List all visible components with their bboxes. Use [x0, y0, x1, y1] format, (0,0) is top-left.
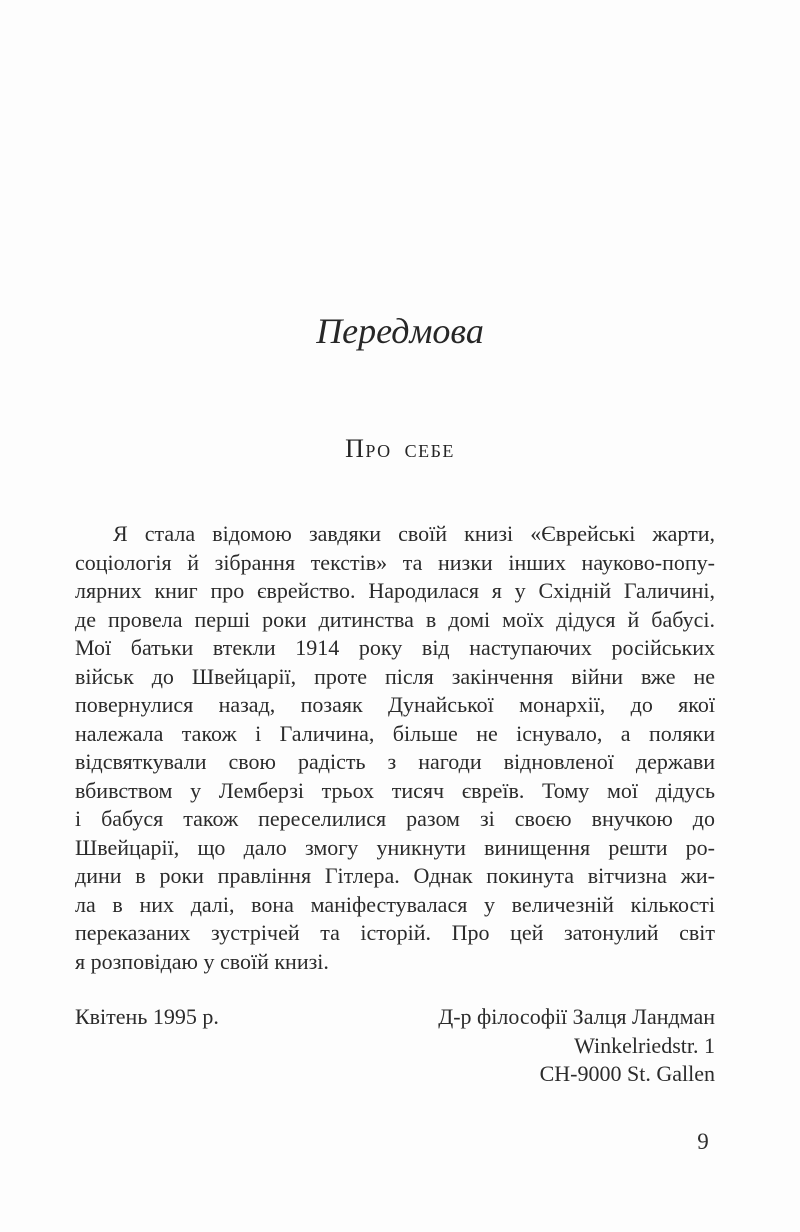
text-line: і бабуся також переселилися разом зі своєю внучкою до — [75, 806, 715, 831]
chapter-title: Передмова — [316, 311, 484, 351]
date-line: Квітень 1995 р. — [75, 1004, 219, 1029]
text-line: я розповідаю у своїй книзі. — [75, 948, 329, 974]
text-line: дини в роки правління Гітлера. Однак покинута вітчизна жи- — [75, 863, 715, 888]
text-line: Швейцарії, що дало змогу уникнути винищення решти ро- — [75, 834, 715, 860]
page-number: 9 — [697, 1129, 709, 1154]
signature-line: CH-9000 St. Gallen — [539, 1061, 715, 1086]
signature-line: Д-р філософії Залця Ландман — [438, 1004, 715, 1029]
closing-block — [75, 1003, 715, 1089]
text-line: де провела перші роки дитинства в домі моїх дідуся й бабусі. — [75, 606, 715, 632]
text-line: військ до Швейцарії, проте після закінчення війни вже не — [75, 663, 715, 689]
text-line: відсвяткували свою радість з нагоди відновленої держави — [75, 749, 715, 774]
signature-block — [438, 1003, 715, 1089]
text-line: лярних книг про єврейство. Народилася я у Східній Галичині, — [75, 578, 715, 603]
text-line: переказаних зустрічей та історій. Про цей затонулий світ — [75, 920, 715, 945]
text-line: вбивством у Лемберзі трьох тисяч євреїв. Тому мої дідусь — [75, 777, 715, 803]
body-paragraph — [75, 520, 715, 976]
text-line: соціологія й зібрання текстів» та низки інших науково-попу- — [75, 549, 715, 575]
text-line: повернулися назад, позаяк Дунайської монархії, до якої — [75, 692, 715, 717]
signature-line: Winkelriedstr. 1 — [574, 1032, 715, 1058]
section-heading: Про себе — [345, 434, 455, 463]
text-line: Мої батьки втекли 1914 року від наступаючих російських — [75, 635, 715, 660]
text-line: Я стала відомою завдяки своїй книзі «Єврейські жарти, — [113, 521, 715, 546]
text-line: ла в них далі, вона маніфестувалася у величезній кількості — [75, 891, 715, 917]
text-line: належала також і Галичина, більше не існувало, а поляки — [75, 720, 715, 746]
